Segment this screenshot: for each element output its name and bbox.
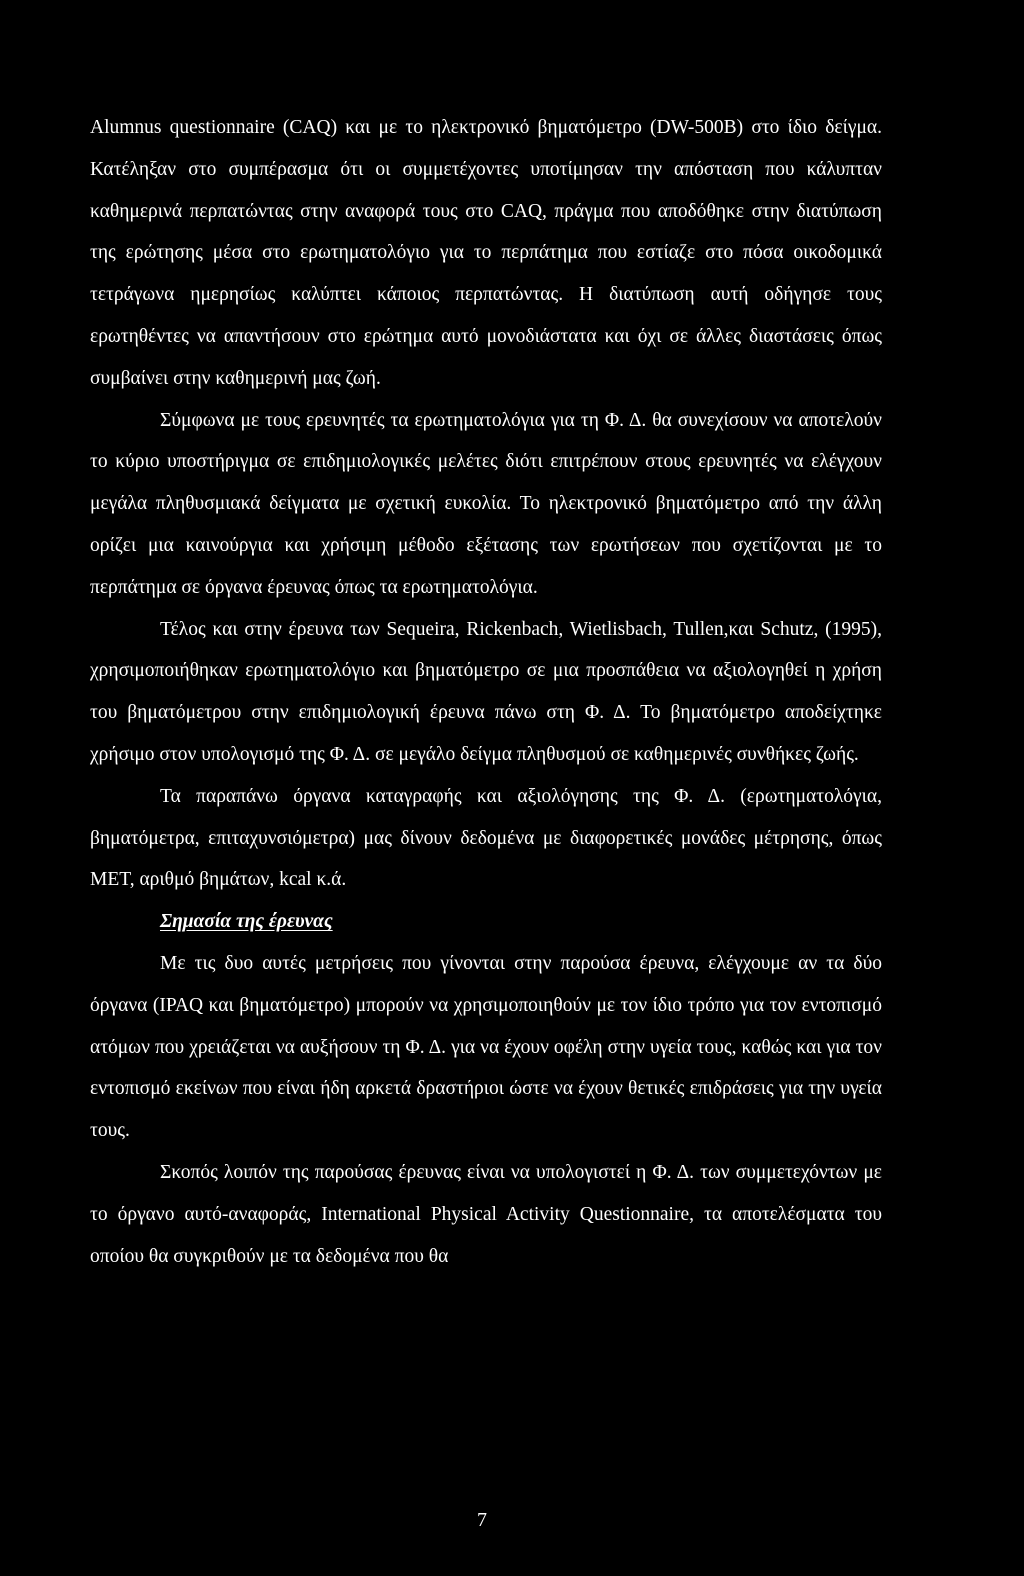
paragraph-sequeira-study: Τέλος και στην έρευνα των Sequeira, Rickenbach, Wietlisbach, Tullen,και Schutz, (1995), χρησιμοποιήθηκαν ερωτηματολόγιο και βηματόμετρο σε μια προσπάθεια να αξιολογηθεί η χρήση του βηματόμετρου στην επιδημιολογική έρευνα πάνω στη Φ. Δ. Το βηματόμετρο αποδείχτηκε χρήσιμο στον υπολογισμό της Φ. Δ. σε μεγάλο δείγμα πληθυσμού σε καθημερινές συνθήκες ζωής. [90,618,882,765]
section-heading: Σημασία της έρευνας [160,911,333,933]
paragraph-instruments-units: Τα παραπάνω όργανα καταγραφής και αξιολόγησης της Φ. Δ. (ερωτηματολόγια, βηματόμετρα, επιταχυνσιόμετρα) μας δίνουν δεδομένα με διαφορετικές μονάδες μέτρησης, όπως MET, αριθμό βημάτων, kcal κ.ά. [90,785,882,891]
paragraph-significance: Με τις δυο αυτές μετρήσεις που γίνονται στην παρούσα έρευνα, ελέγχουμε αν τα δύο όργανα (IPAQ και βηματόμετρο) μπορούν να χρησιμοποιηθούν με τον ίδιο τρόπο για τον εντοπισμό ατόμων που χρειάζεται να αυξήσουν τη Φ. Δ. για να έχουν οφέλη στην υγεία τους, καθώς και για τον εντοπισμό εκείνων που είναι ήδη αρκετά δραστήριοι ώστε να έχουν θετικές επιδράσεις για την υγεία τους. [90,952,882,1142]
paragraph-purpose: Σκοπός λοιπόν της παρούσας έρευνας είναι να υπολογιστεί η Φ. Δ. των συμμετεχόντων με το όργανο αυτό-αναφοράς, International Physical Activity Questionnaire, τα αποτελέσματα του οποίου θα συγκριθούν με τα δεδομένα που θα [90,1161,882,1267]
paragraph-caq-study: Alumnus questionnaire (CAQ) και με το ηλεκτρονικό βηματόμετρο (DW-500B) στο ίδιο δείγμα. Κατέληξαν στο συμπέρασμα ότι οι συμμετέχοντες υποτίμησαν την απόσταση που κάλυπταν καθημερινά περπατώντας στην αναφορά τους στο CAQ, πράγμα που αποδόθηκε στην διατύπωση της ερώτησης μέσα στο ερωτηματολόγιο για το περπάτημα που εστίαζε στο πόσα οικοδομικά τετράγωνα ημερησίως καλύπτει κάποιος περπατώντας. Η διατύπωση αυτή οδήγησε τους ερωτηθέντες να απαντήσουν στο ερώτημα αυτό μονοδιάστατα και όχι σε άλλες διαστάσεις όπως συμβαίνει στην καθημερινή μας ζωή. [90,117,882,389]
page-number: 7 [477,1509,487,1531]
document-page [90,107,882,1277]
paragraph-researchers-questionnaires: Σύμφωνα με τους ερευνητές τα ερωτηματολόγια για τη Φ. Δ. θα συνεχίσουν να αποτελούν το κύριο υποστήριγμα σε επιδημιολογικές μελέτες διότι επιτρέπουν στους ερευνητές να ελέγχουν μεγάλα πληθυσμιακά δείγματα με σχετική ευκολία. Το ηλεκτρονικό βηματόμετρο από την άλλη ορίζει μια καινούργια και χρήσιμη μέθοδο εξέτασης των ερωτήσεων που σχετίζονται με το περπάτημα σε όργανα έρευνας όπως τα ερωτηματολόγια. [90,409,882,598]
